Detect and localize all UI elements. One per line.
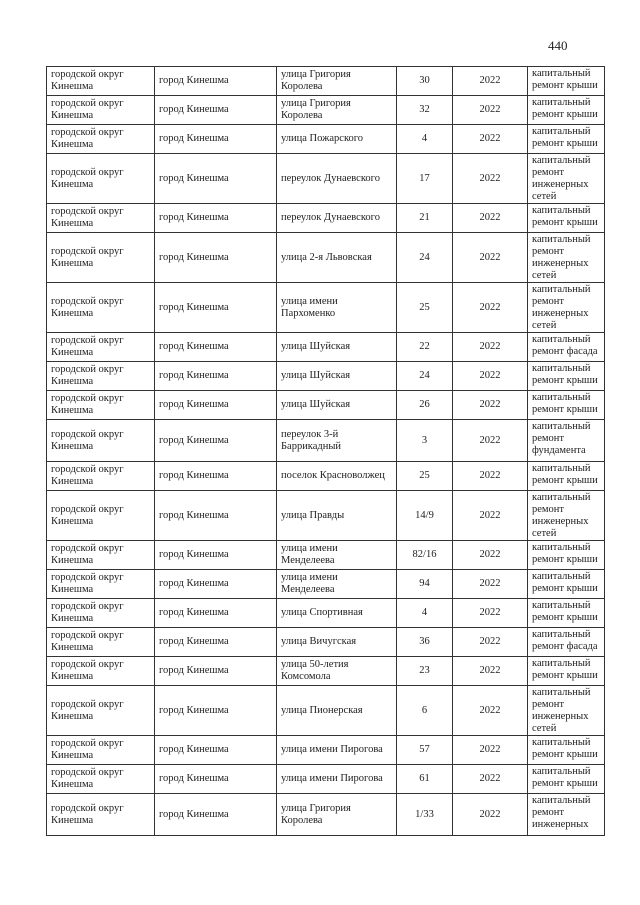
street-cell: переулок 3-й Баррикадный: [277, 420, 397, 462]
district-cell: городской округ Кинешма: [47, 96, 155, 125]
table-row: [47, 686, 605, 736]
house-number-cell: 23: [397, 657, 453, 686]
table-row: [47, 491, 605, 541]
work-type-cell: капитальный ремонт крыши: [528, 599, 605, 628]
work-type-cell: капитальный ремонт крыши: [528, 204, 605, 233]
district-cell: городской округ Кинешма: [47, 420, 155, 462]
work-type-cell: капитальный ремонт крыши: [528, 462, 605, 491]
work-type-cell: капитальный ремонт крыши: [528, 736, 605, 765]
year-cell: 2022: [453, 67, 528, 96]
work-type-cell: капитальный ремонт фасада: [528, 628, 605, 657]
table-row: [47, 570, 605, 599]
house-number-cell: 21: [397, 204, 453, 233]
year-cell: 2022: [453, 570, 528, 599]
district-cell: городской округ Кинешма: [47, 333, 155, 362]
table-row: [47, 96, 605, 125]
street-cell: улица Григория Королева: [277, 67, 397, 96]
house-number-cell: 25: [397, 283, 453, 333]
work-type-cell: капитальный ремонт инженерных: [528, 794, 605, 836]
district-cell: городской округ Кинешма: [47, 67, 155, 96]
work-type-cell: капитальный ремонт крыши: [528, 391, 605, 420]
street-cell: переулок Дунаевского: [277, 204, 397, 233]
year-cell: 2022: [453, 391, 528, 420]
house-number-cell: 1/33: [397, 794, 453, 836]
district-cell: городской округ Кинешма: [47, 736, 155, 765]
year-cell: 2022: [453, 333, 528, 362]
city-cell: город Кинешма: [155, 570, 277, 599]
house-number-cell: 25: [397, 462, 453, 491]
year-cell: 2022: [453, 491, 528, 541]
street-cell: улица 50-летия Комсомола: [277, 657, 397, 686]
district-cell: городской округ Кинешма: [47, 686, 155, 736]
work-type-cell: капитальный ремонт крыши: [528, 657, 605, 686]
table-row: [47, 283, 605, 333]
table-row: [47, 462, 605, 491]
house-number-cell: 24: [397, 362, 453, 391]
year-cell: 2022: [453, 599, 528, 628]
table-row: [47, 420, 605, 462]
street-cell: улица Григория Королева: [277, 96, 397, 125]
street-cell: улица Шуйская: [277, 333, 397, 362]
house-number-cell: 14/9: [397, 491, 453, 541]
year-cell: 2022: [453, 154, 528, 204]
repair-plan-table: [46, 66, 605, 836]
district-cell: городской округ Кинешма: [47, 541, 155, 570]
district-cell: городской округ Кинешма: [47, 570, 155, 599]
house-number-cell: 17: [397, 154, 453, 204]
house-number-cell: 26: [397, 391, 453, 420]
table-row: [47, 541, 605, 570]
district-cell: городской округ Кинешма: [47, 362, 155, 391]
house-number-cell: 22: [397, 333, 453, 362]
table-row: [47, 391, 605, 420]
city-cell: город Кинешма: [155, 541, 277, 570]
street-cell: улица 2-я Львовская: [277, 233, 397, 283]
year-cell: 2022: [453, 362, 528, 391]
city-cell: город Кинешма: [155, 67, 277, 96]
work-type-cell: капитальный ремонт инженерных сетей: [528, 154, 605, 204]
district-cell: городской округ Кинешма: [47, 283, 155, 333]
city-cell: город Кинешма: [155, 686, 277, 736]
city-cell: город Кинешма: [155, 154, 277, 204]
table-row: [47, 628, 605, 657]
house-number-cell: 61: [397, 765, 453, 794]
work-type-cell: капитальный ремонт крыши: [528, 125, 605, 154]
table-row: [47, 657, 605, 686]
district-cell: городской округ Кинешма: [47, 628, 155, 657]
work-type-cell: капитальный ремонт фасада: [528, 333, 605, 362]
work-type-cell: капитальный ремонт инженерных сетей: [528, 233, 605, 283]
district-cell: городской округ Кинешма: [47, 599, 155, 628]
street-cell: улица имени Менделеева: [277, 541, 397, 570]
table-row: [47, 125, 605, 154]
table-row: [47, 765, 605, 794]
page-number: 440: [548, 38, 568, 53]
city-cell: город Кинешма: [155, 125, 277, 154]
year-cell: 2022: [453, 686, 528, 736]
district-cell: городской округ Кинешма: [47, 657, 155, 686]
street-cell: улица имени Менделеева: [277, 570, 397, 599]
street-cell: улица Вичугская: [277, 628, 397, 657]
year-cell: 2022: [453, 420, 528, 462]
street-cell: улица Григория Королева: [277, 794, 397, 836]
work-type-cell: капитальный ремонт инженерных сетей: [528, 491, 605, 541]
street-cell: улица имени Пирогова: [277, 765, 397, 794]
city-cell: город Кинешма: [155, 599, 277, 628]
city-cell: город Кинешма: [155, 657, 277, 686]
house-number-cell: 4: [397, 125, 453, 154]
street-cell: улица Спортивная: [277, 599, 397, 628]
work-type-cell: капитальный ремонт инженерных сетей: [528, 686, 605, 736]
district-cell: городской округ Кинешма: [47, 765, 155, 794]
street-cell: улица Пионерская: [277, 686, 397, 736]
table-row: [47, 736, 605, 765]
district-cell: городской округ Кинешма: [47, 391, 155, 420]
street-cell: улица имени Пирогова: [277, 736, 397, 765]
street-cell: улица Пожарского: [277, 125, 397, 154]
city-cell: город Кинешма: [155, 765, 277, 794]
street-cell: переулок Дунаевского: [277, 154, 397, 204]
year-cell: 2022: [453, 657, 528, 686]
street-cell: улица имени Пархоменко: [277, 283, 397, 333]
city-cell: город Кинешма: [155, 491, 277, 541]
district-cell: городской округ Кинешма: [47, 125, 155, 154]
house-number-cell: 4: [397, 599, 453, 628]
year-cell: 2022: [453, 765, 528, 794]
year-cell: 2022: [453, 541, 528, 570]
year-cell: 2022: [453, 96, 528, 125]
work-type-cell: капитальный ремонт крыши: [528, 541, 605, 570]
house-number-cell: 57: [397, 736, 453, 765]
table-row: [47, 233, 605, 283]
city-cell: город Кинешма: [155, 362, 277, 391]
table-row: [47, 204, 605, 233]
table-row: [47, 362, 605, 391]
year-cell: 2022: [453, 736, 528, 765]
year-cell: 2022: [453, 233, 528, 283]
table-row: [47, 67, 605, 96]
work-type-cell: капитальный ремонт крыши: [528, 362, 605, 391]
house-number-cell: 3: [397, 420, 453, 462]
table-row: [47, 599, 605, 628]
table-row: [47, 794, 605, 836]
year-cell: 2022: [453, 283, 528, 333]
house-number-cell: 30: [397, 67, 453, 96]
city-cell: город Кинешма: [155, 628, 277, 657]
work-type-cell: капитальный ремонт крыши: [528, 570, 605, 599]
house-number-cell: 24: [397, 233, 453, 283]
house-number-cell: 82/16: [397, 541, 453, 570]
street-cell: улица Шуйская: [277, 391, 397, 420]
street-cell: улица Правды: [277, 491, 397, 541]
district-cell: городской округ Кинешма: [47, 794, 155, 836]
district-cell: городской округ Кинешма: [47, 204, 155, 233]
house-number-cell: 94: [397, 570, 453, 599]
year-cell: 2022: [453, 628, 528, 657]
district-cell: городской округ Кинешма: [47, 462, 155, 491]
city-cell: город Кинешма: [155, 283, 277, 333]
house-number-cell: 36: [397, 628, 453, 657]
table-row: [47, 333, 605, 362]
district-cell: городской округ Кинешма: [47, 491, 155, 541]
street-cell: поселок Красноволжец: [277, 462, 397, 491]
house-number-cell: 6: [397, 686, 453, 736]
year-cell: 2022: [453, 462, 528, 491]
city-cell: город Кинешма: [155, 204, 277, 233]
work-type-cell: капитальный ремонт крыши: [528, 765, 605, 794]
city-cell: город Кинешма: [155, 736, 277, 765]
city-cell: город Кинешма: [155, 462, 277, 491]
house-number-cell: 32: [397, 96, 453, 125]
table-row: [47, 154, 605, 204]
work-type-cell: капитальный ремонт крыши: [528, 67, 605, 96]
city-cell: город Кинешма: [155, 233, 277, 283]
district-cell: городской округ Кинешма: [47, 154, 155, 204]
city-cell: город Кинешма: [155, 333, 277, 362]
year-cell: 2022: [453, 204, 528, 233]
city-cell: город Кинешма: [155, 96, 277, 125]
work-type-cell: капитальный ремонт фундамента: [528, 420, 605, 462]
district-cell: городской округ Кинешма: [47, 233, 155, 283]
work-type-cell: капитальный ремонт инженерных сетей: [528, 283, 605, 333]
city-cell: город Кинешма: [155, 391, 277, 420]
year-cell: 2022: [453, 125, 528, 154]
city-cell: город Кинешма: [155, 420, 277, 462]
city-cell: город Кинешма: [155, 794, 277, 836]
work-type-cell: капитальный ремонт крыши: [528, 96, 605, 125]
street-cell: улица Шуйская: [277, 362, 397, 391]
year-cell: 2022: [453, 794, 528, 836]
